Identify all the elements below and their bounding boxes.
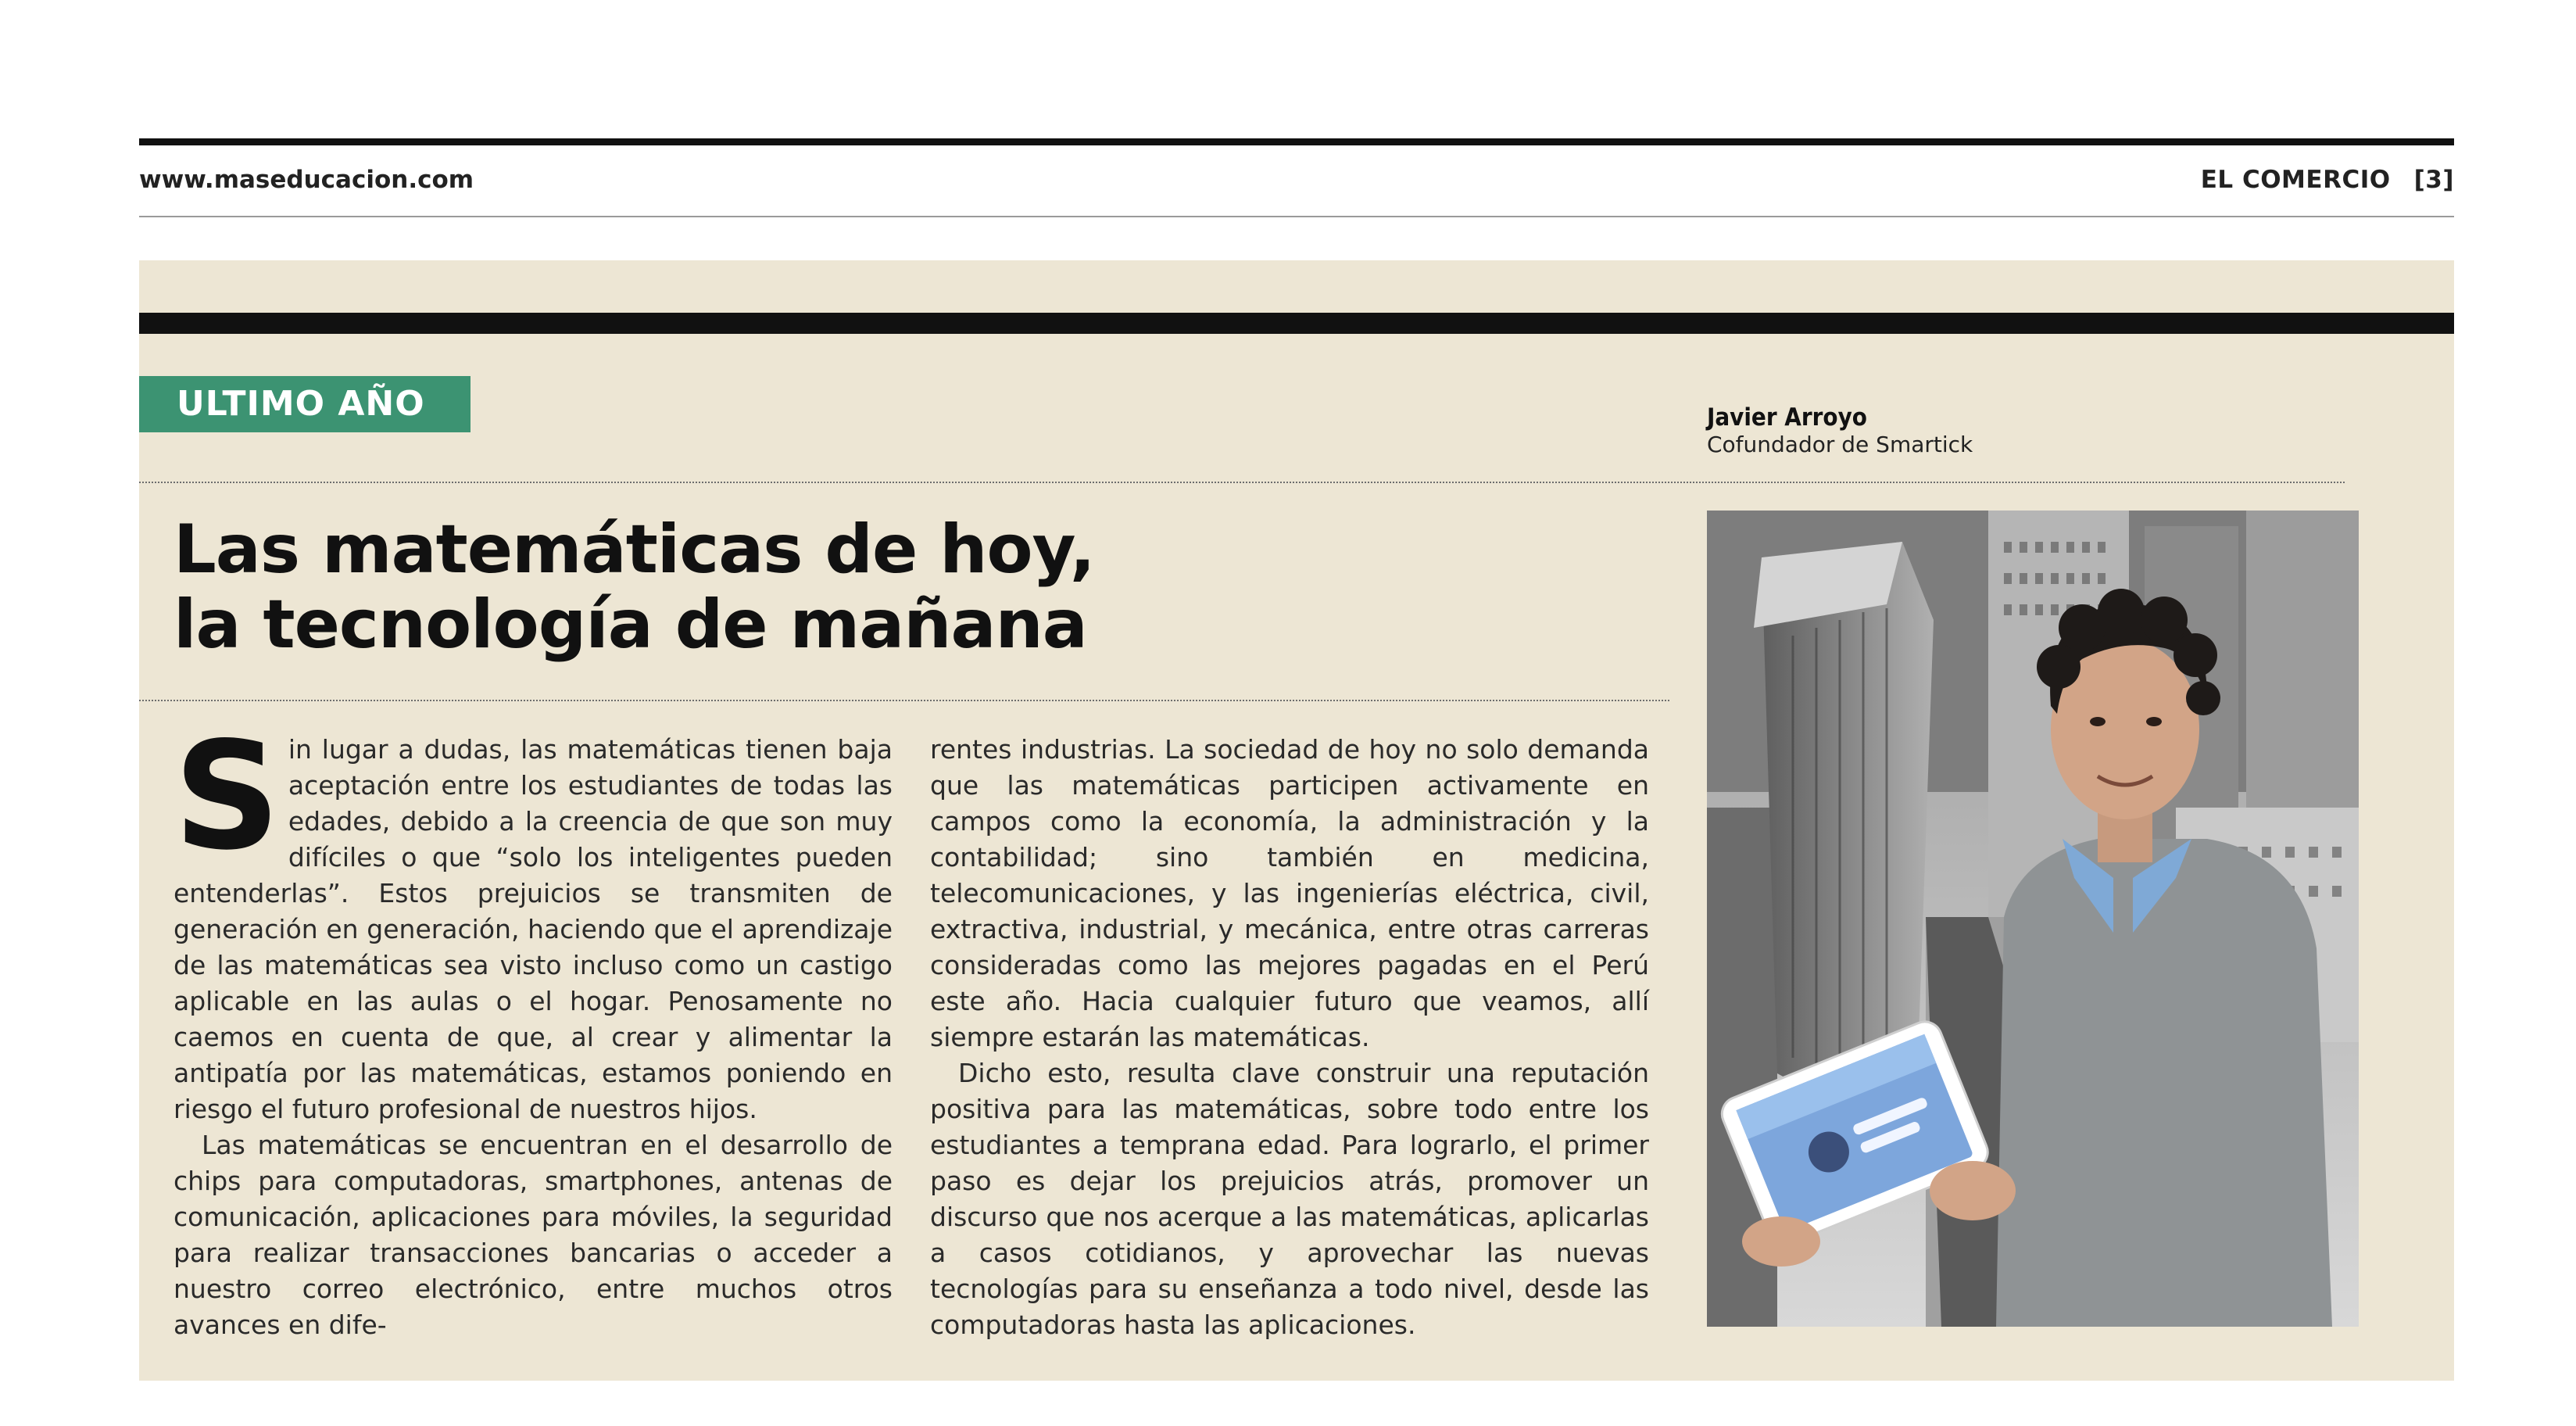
article-panel	[139, 260, 2454, 1381]
section-tag	[139, 376, 470, 432]
header-bottom-rule	[139, 216, 2454, 217]
article-column-1	[174, 710, 893, 1343]
article-paragraph: Dicho esto, resulta clave construir una reputación positiva para las matemáticas, sobre todo entre los estudiantes a temprana edad. Para lograrlo, el primer paso es dejar los prejuicios atrás, promover un discurso que nos acerque a las matemáticas, aplicarlas a casos cotidianos, y aprovechar las nuevas tecnologías para su enseñanza a todo nivel, desde las computadoras hasta las aplicaciones.	[930, 1058, 1649, 1340]
headline-line-2: la tecnología de mañana	[174, 586, 1087, 664]
author-role: Cofundador de Smartick	[1707, 432, 1973, 457]
drop-cap: S	[174, 710, 281, 883]
article-headline	[174, 512, 1095, 662]
section-tag-label: ULTIMO AÑO	[177, 384, 425, 424]
author-name: Javier Arroyo	[1707, 403, 1867, 432]
article-paragraph	[174, 710, 893, 1127]
page-number: [3]	[2413, 166, 2454, 194]
author-portrait-photo	[1707, 511, 2359, 1327]
headline-line-1: Las matemáticas de hoy,	[174, 511, 1095, 589]
dotted-divider-top	[139, 482, 2345, 483]
article-column-2	[930, 732, 1649, 1343]
paragraph-text: in lugar a dudas, las matemáticas tienen baja aceptación entre los estudiantes de todas las edades, debido a la creencia de que son muy difíciles o que “solo los inteligentes pueden entenderlas”. Estos prejuicios se transmiten de generación en generación, haciendo que el aprendizaje de las matemáticas sea visto incluso como un castigo aplicable en las aulas o el hogar. Penosamente no caemos en cuenta de que, al crear y alimentar la antipatía por las matemáticas, estamos poniendo en riesgo el futuro profesional de nuestros hijos.	[174, 734, 893, 1124]
header-url: www.maseducacion.com	[139, 166, 474, 194]
header-publication	[2201, 166, 2454, 194]
panel-top-bar	[139, 313, 2454, 334]
author-credit	[1707, 403, 1973, 458]
publication-name: EL COMERCIO	[2200, 166, 2391, 194]
article-paragraph: Las matemáticas se encuentran en el desarrollo de chips para computadoras, smartphones, antenas de comunicación, aplicaciones para móviles, la seguridad para realizar transacciones bancarias o acceder a nuestro correo electrónico, entre muchos otros avances en dife-	[174, 1130, 893, 1340]
dotted-divider-headline	[139, 700, 1669, 701]
header-top-rule	[139, 138, 2454, 145]
article-paragraph: rentes industrias. La sociedad de hoy no solo demanda que las matemáticas participen activamente en campos como la economía, la administración y la contabilidad; sino también en medicina, telecomunicaciones, y las ingenierías eléctrica, civil, extractiva, industrial, y mecánica, entre otras carreras consideradas como las mejores pagadas en el Perú este año. Hacia cualquier futuro que veamos, allí siempre estarán las matemáticas.	[930, 734, 1649, 1052]
